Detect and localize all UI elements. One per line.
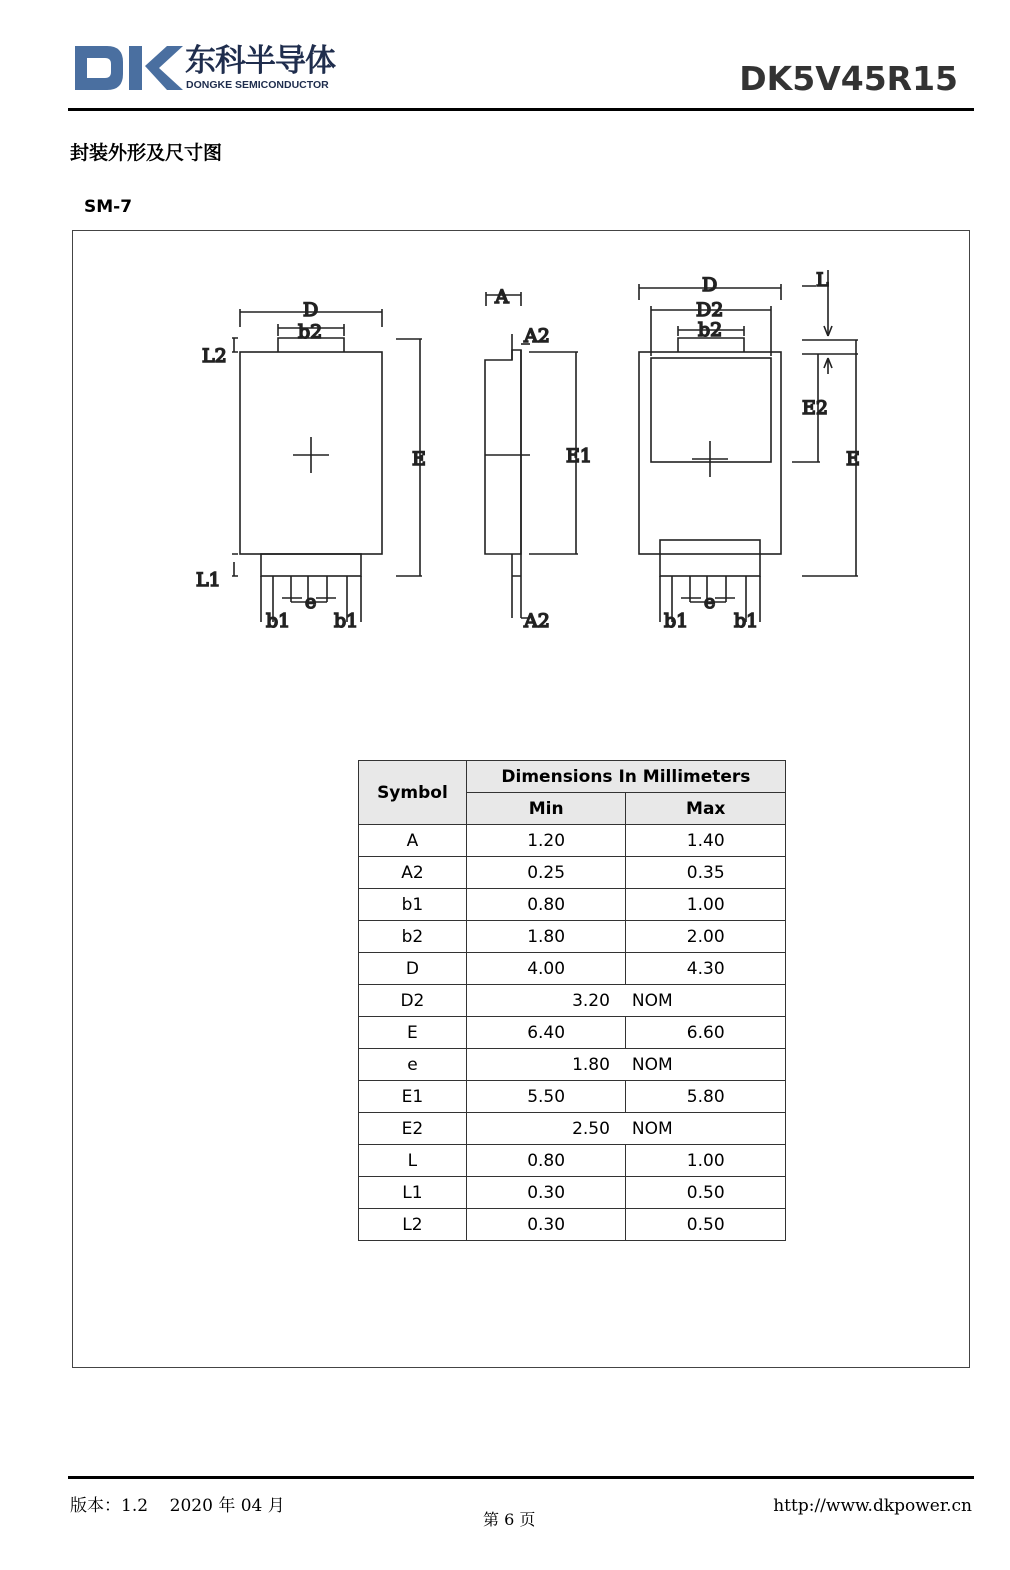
nom-value-cell: 2.50 — [466, 1113, 626, 1145]
symbol-cell: E — [359, 1017, 467, 1049]
part-number: DK5V45R15 — [739, 59, 958, 98]
package-outline-drawing — [190, 262, 870, 642]
top-view — [232, 309, 422, 622]
label-D-bottom: D — [702, 274, 718, 296]
table-row — [359, 1113, 786, 1145]
symbol-cell: D — [359, 953, 467, 985]
min-cell: 0.30 — [466, 1209, 626, 1241]
footer-rule — [68, 1476, 974, 1479]
label-b1-left-bottom: b1 — [664, 610, 689, 632]
symbol-cell: D2 — [359, 985, 467, 1017]
symbol-cell: E1 — [359, 1081, 467, 1113]
min-cell: 1.80 — [466, 921, 626, 953]
label-b2-top: b2 — [298, 321, 323, 343]
section-title: 封装外形及尺寸图 — [70, 142, 223, 164]
table-row — [359, 921, 786, 953]
label-L: L — [816, 269, 829, 291]
symbol-cell: E2 — [359, 1113, 467, 1145]
label-A2-bottom: A2 — [524, 610, 550, 632]
symbol-cell: L — [359, 1145, 467, 1177]
label-e-bottom: e — [704, 591, 716, 613]
website-url[interactable]: http://www.dkpower.cn — [773, 1496, 972, 1516]
symbol-cell: A — [359, 825, 467, 857]
min-cell: 0.30 — [466, 1177, 626, 1209]
table-row — [359, 889, 786, 921]
company-name-cn: 东科半导体 — [185, 43, 335, 79]
nom-label-cell: NOM — [626, 1113, 786, 1145]
symbol-cell: L1 — [359, 1177, 467, 1209]
label-b2-bottom: b2 — [698, 319, 723, 341]
label-L1: L1 — [196, 569, 221, 591]
max-cell: 0.50 — [626, 1177, 786, 1209]
bottom-view — [639, 270, 858, 622]
label-D-top: D — [303, 299, 319, 321]
label-E-bottom: E — [846, 448, 860, 470]
label-D2: D2 — [696, 299, 724, 321]
dimensions-header: Dimensions In Millimeters — [466, 761, 785, 793]
symbol-cell: A2 — [359, 857, 467, 889]
label-E-top: E — [412, 448, 426, 470]
table-row — [359, 1209, 786, 1241]
label-E2: E2 — [802, 397, 828, 419]
symbol-cell: L2 — [359, 1209, 467, 1241]
max-cell: 0.35 — [626, 857, 786, 889]
min-cell: 0.25 — [466, 857, 626, 889]
label-L2: L2 — [202, 345, 227, 367]
symbol-cell: b2 — [359, 921, 467, 953]
min-cell: 1.20 — [466, 825, 626, 857]
label-b1-right: b1 — [334, 610, 359, 632]
max-cell: 1.00 — [626, 889, 786, 921]
page-number: 第 6 页 — [483, 1510, 536, 1529]
table-row — [359, 825, 786, 857]
table-row — [359, 1017, 786, 1049]
table-row — [359, 1049, 786, 1081]
max-cell: 2.00 — [626, 921, 786, 953]
dimensions-table — [358, 760, 786, 1241]
company-name-en: DONGKE SEMICONDUCTOR — [186, 79, 329, 91]
header-rule — [68, 108, 974, 111]
symbol-cell: b1 — [359, 889, 467, 921]
table-row — [359, 1081, 786, 1113]
max-cell: 5.80 — [626, 1081, 786, 1113]
symbol-header: Symbol — [359, 761, 467, 825]
min-cell: 0.80 — [466, 889, 626, 921]
label-e-top: e — [305, 591, 317, 613]
table-row — [359, 985, 786, 1017]
table-row — [359, 857, 786, 889]
table-row — [359, 953, 786, 985]
label-A: A — [495, 286, 509, 308]
min-cell: 5.50 — [466, 1081, 626, 1113]
max-cell: 1.40 — [626, 825, 786, 857]
label-E1: E1 — [566, 445, 592, 467]
max-cell: 4.30 — [626, 953, 786, 985]
label-A2-top: A2 — [524, 325, 550, 347]
max-header: Max — [626, 793, 786, 825]
nom-value-cell: 1.80 — [466, 1049, 626, 1081]
min-cell: 0.80 — [466, 1145, 626, 1177]
label-b1-right-bottom: b1 — [734, 610, 759, 632]
nom-label-cell: NOM — [626, 985, 786, 1017]
label-b1-left: b1 — [266, 610, 291, 632]
package-name: SM-7 — [84, 197, 133, 217]
table-row — [359, 1145, 786, 1177]
max-cell: 1.00 — [626, 1145, 786, 1177]
nom-value-cell: 3.20 — [466, 985, 626, 1017]
min-cell: 4.00 — [466, 953, 626, 985]
min-header: Min — [466, 793, 626, 825]
symbol-cell: e — [359, 1049, 467, 1081]
max-cell: 0.50 — [626, 1209, 786, 1241]
max-cell: 6.60 — [626, 1017, 786, 1049]
table-row — [359, 1177, 786, 1209]
nom-label-cell: NOM — [626, 1049, 786, 1081]
version-info: 版本：1.2 2020 年 04 月 — [70, 1496, 285, 1516]
min-cell: 6.40 — [466, 1017, 626, 1049]
